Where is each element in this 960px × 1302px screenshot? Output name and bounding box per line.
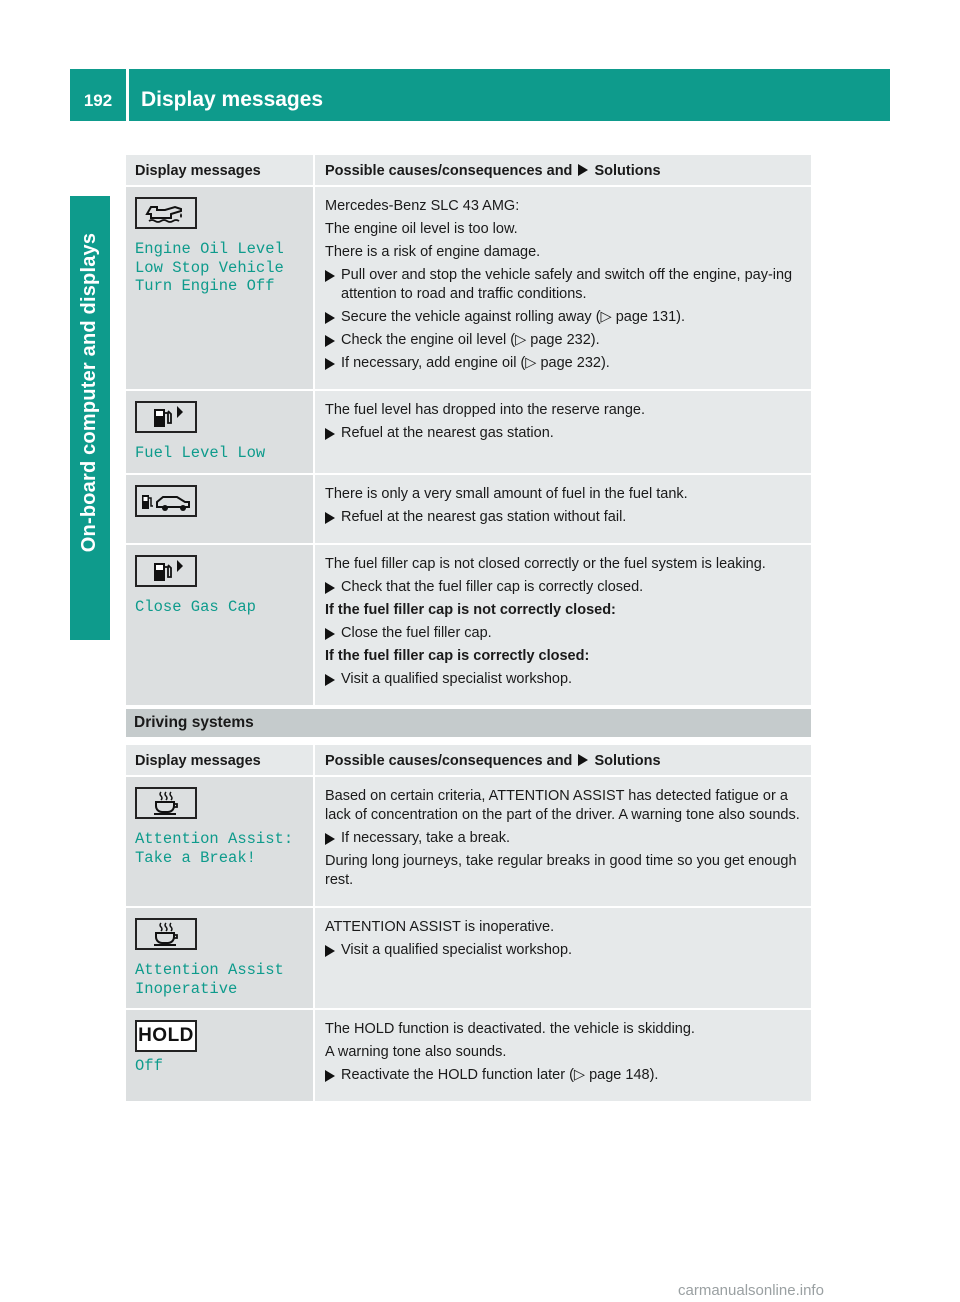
cause-text: During long journeys, take regular breaks in good time so you get enough rest. [325, 853, 797, 888]
solution-arrow-icon [578, 754, 588, 766]
header-divider [126, 69, 129, 121]
step-arrow-icon [325, 512, 335, 524]
cause-text: The HOLD function is deactivated. the vehicle is skidding. [325, 1021, 695, 1037]
solution-step [325, 829, 805, 848]
display-message-text: Close Gas Cap [135, 597, 256, 616]
condition-heading: If the fuel filler cap is not correctly closed: [325, 601, 616, 618]
footer-watermark: carmanualsonline.info [678, 1282, 824, 1299]
table-row [126, 186, 811, 390]
display-messages-table-driving-systems [126, 745, 811, 1103]
solution-step-text: Secure the vehicle against rolling away (▷ page 131). [341, 309, 686, 325]
hold-icon [135, 1020, 197, 1052]
display-message-text: Attention Assist Inoperative [135, 961, 284, 998]
step-arrow-icon [325, 270, 335, 282]
coffee-cup-icon [135, 787, 197, 819]
step-arrow-icon [325, 582, 335, 594]
solution-step-text: Refuel at the nearest gas station without fail. [341, 508, 627, 525]
table-row [126, 474, 811, 544]
causes-solutions-cell [314, 186, 811, 390]
step-arrow-icon [325, 945, 335, 957]
table-row [126, 390, 811, 474]
table-row [126, 907, 811, 1009]
display-message-cell [126, 1009, 314, 1102]
cause-text: ATTENTION ASSIST is inoperative. [325, 919, 555, 935]
step-arrow-icon [325, 674, 335, 686]
step-arrow-icon [325, 358, 335, 370]
solution-step-text: Reactivate the HOLD function later (▷ page 148). [341, 1067, 659, 1083]
solution-step [325, 424, 805, 443]
display-message-cell [126, 544, 314, 706]
solution-step [325, 508, 805, 527]
step-arrow-icon [325, 312, 335, 324]
col-header-causes-solutions [314, 745, 811, 776]
table-header-row [126, 155, 811, 186]
page-number: 192 [83, 91, 113, 110]
table-row [126, 1009, 811, 1102]
cause-text: A warning tone also sounds. [325, 1044, 507, 1060]
solution-step [325, 578, 805, 597]
causes-solutions-cell [314, 1009, 811, 1102]
solution-step [325, 1066, 805, 1085]
col-header-display-messages: Display messages [126, 155, 314, 186]
causes-solutions-cell [314, 474, 811, 544]
col-header-prefix: Possible causes/consequences and [325, 753, 573, 769]
cause-text: The fuel level has dropped into the reserve range. [325, 402, 646, 418]
solution-step-text: Check that the fuel filler cap is correctly closed. [341, 578, 644, 595]
step-arrow-icon [325, 335, 335, 347]
chapter-side-label-wrap [70, 196, 110, 588]
solution-step-text: Close the fuel filler cap. [341, 624, 492, 641]
solution-step-text: If necessary, take a break. [341, 830, 510, 846]
solution-step-text: Pull over and stop the vehicle safely and switch off the engine, pay-ing attention to road and traffic conditions. [341, 267, 793, 302]
solution-step-text: Visit a qualified specialist workshop. [341, 942, 573, 958]
display-messages-table-engine-fuel [126, 155, 811, 707]
solution-step [325, 331, 805, 350]
fuel-pump-icon [135, 401, 197, 433]
engine-oil-icon [135, 197, 197, 229]
table-row [126, 776, 811, 907]
solution-step [325, 941, 805, 960]
solution-step-text: Visit a qualified specialist workshop. [341, 670, 573, 687]
causes-solutions-cell [314, 907, 811, 1009]
col-header-display-messages: Display messages [126, 745, 314, 776]
display-message-text: Attention Assist: Take a Break! [135, 830, 294, 867]
col-header-suffix: Solutions [594, 163, 661, 179]
display-message-cell [126, 907, 314, 1009]
col-header-prefix: Possible causes/consequences and [325, 163, 573, 179]
fuel-pump-icon [135, 555, 197, 587]
step-arrow-icon [325, 628, 335, 640]
step-arrow-icon [325, 833, 335, 845]
cause-text: Mercedes-Benz SLC 43 AMG: [325, 198, 520, 214]
step-arrow-icon [325, 428, 335, 440]
solution-step-text: Refuel at the nearest gas station. [341, 425, 554, 441]
solution-step [325, 624, 805, 643]
col-header-causes-solutions [314, 155, 811, 186]
display-message-text: Off [135, 1057, 163, 1075]
cause-text: The engine oil level is too low. [325, 221, 518, 237]
table-row [126, 544, 811, 706]
cause-text: Based on certain criteria, ATTENTION ASSIST has detected fatigue or a lack of concentration on the part of the driver. A warning tone also sounds. [325, 788, 800, 823]
causes-solutions-cell [314, 544, 811, 706]
condition-heading: If the fuel filler cap is correctly closed: [325, 647, 590, 664]
display-message-text: Fuel Level Low [135, 444, 266, 462]
chapter-side-label: On-board computer and displays [78, 232, 101, 552]
display-message-cell [126, 776, 314, 907]
display-message-cell [126, 390, 314, 474]
cause-text: There is a risk of engine damage. [325, 244, 541, 260]
table1-body [126, 186, 811, 706]
table2-body [126, 776, 811, 1102]
solution-step [325, 308, 805, 327]
solution-step [325, 670, 805, 689]
section-title: Driving systems [134, 714, 254, 731]
solution-arrow-icon [578, 164, 588, 176]
cause-text: The fuel filler cap is not closed correctly or the fuel system is leaking. [325, 555, 766, 572]
display-message-text: Engine Oil Level Low Stop Vehicle Turn Engine Off [135, 240, 284, 295]
page-title: Display messages [141, 88, 324, 111]
causes-solutions-cell [314, 390, 811, 474]
hold-icon-label: HOLD [138, 1025, 194, 1046]
causes-solutions-cell [314, 776, 811, 907]
display-message-cell [126, 474, 314, 544]
solution-step [325, 354, 805, 373]
fuel-car-icon [135, 485, 197, 517]
solution-step-text: If necessary, add engine oil (▷ page 232). [341, 355, 610, 371]
coffee-cup-icon [135, 918, 197, 950]
display-message-cell [126, 186, 314, 390]
table-header-row [126, 745, 811, 776]
solution-step-text: Check the engine oil level (▷ page 232). [341, 332, 600, 348]
cause-text: There is only a very small amount of fuel in the fuel tank. [325, 485, 688, 502]
solution-step [325, 266, 805, 304]
step-arrow-icon [325, 1070, 335, 1082]
col-header-suffix: Solutions [594, 753, 661, 769]
